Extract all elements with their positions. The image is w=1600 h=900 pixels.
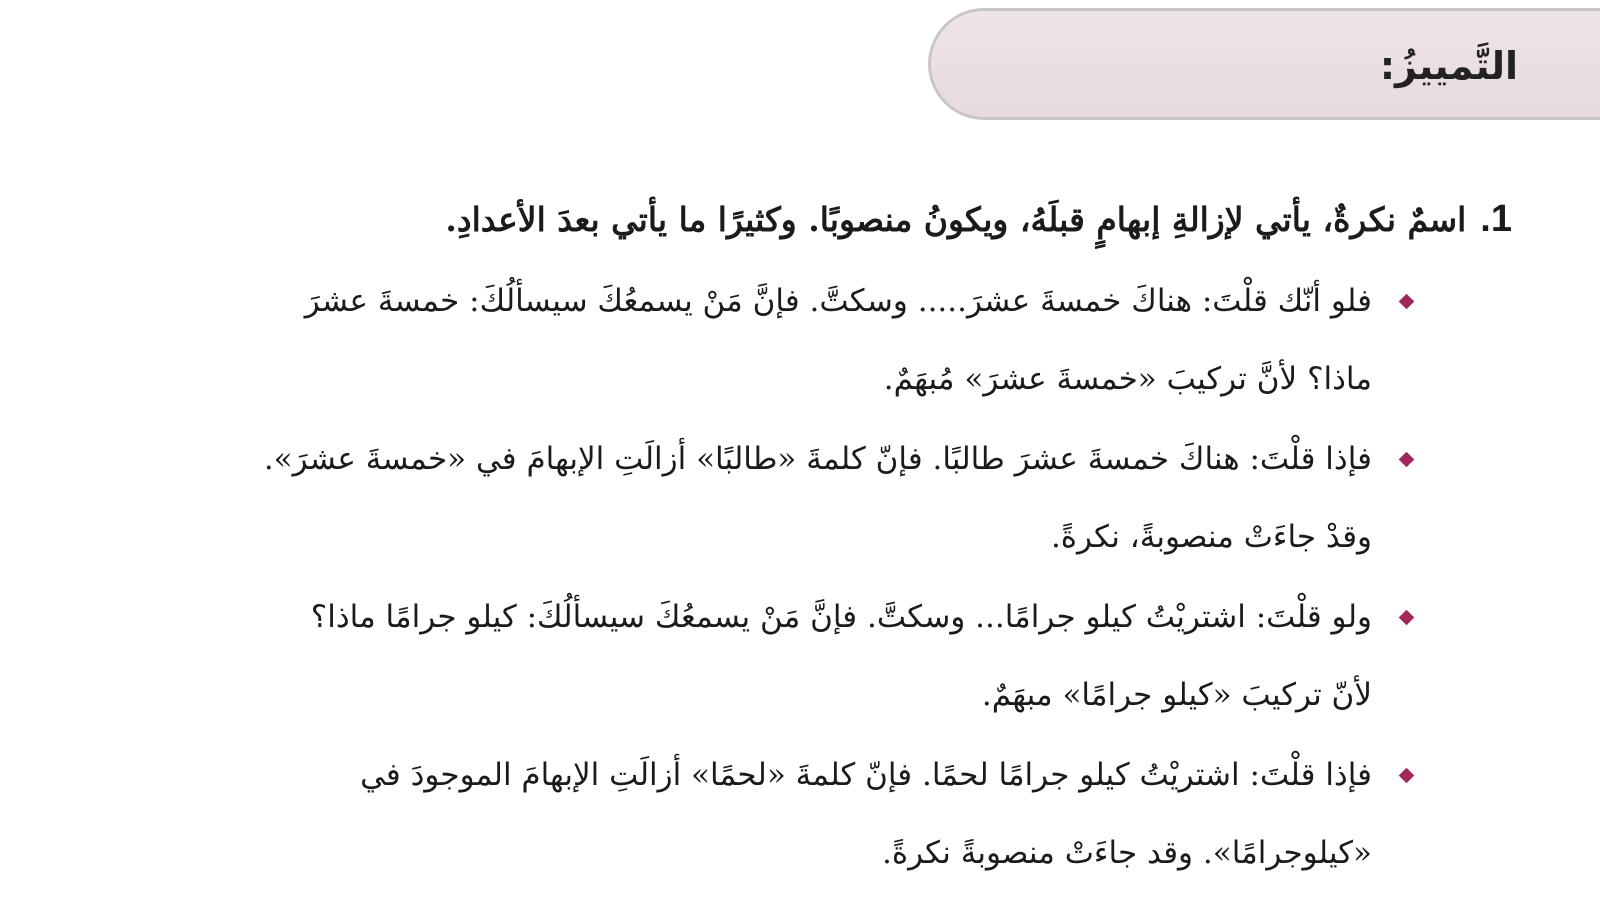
example-line: فإذا قلْتَ: اشتريْتُ كيلو جرامًا لحمًا. فإنّ كلمةَ «لحمًا» أزالَتِ الإبهامَ الموجودَ في — [360, 757, 1372, 793]
section-header-bar — [928, 8, 1600, 120]
rule-definition — [445, 198, 1512, 241]
section-title: التَّمييزُ: — [1379, 44, 1518, 88]
example-line: فإذا قلْتَ: هناكَ خمسةَ عشرَ طالبًا. فإنّ كلمةَ «طالبًا» أزالَتِ الإبهامَ في «خمسةَ عشرَ». — [263, 441, 1372, 477]
diamond-bullet-icon — [1399, 294, 1415, 310]
rule-text: اسمٌ نكرةٌ، يأتي لإزالةِ إبهامٍ قبلَهُ، ويكونُ منصوبًا. وكثيرًا ما يأتي بعدَ الأعدادِ. — [445, 200, 1467, 239]
example-line: ولو قلْتَ: اشتريْتُ كيلو جرامًا... وسكتَّ. فإنَّ مَنْ يسمعُكَ سيسألُكَ: كيلو جرامًا ماذا؟ — [310, 599, 1372, 635]
rule-number: 1. — [1480, 198, 1512, 240]
diamond-bullet-icon — [1399, 610, 1415, 626]
example-line: فلو أنّك قلْتَ: هناكَ خمسةَ عشرَ..... وسكتَّ. فإنَّ مَنْ يسمعُكَ سيسألُكَ: خمسةَ عشرَ — [304, 283, 1372, 319]
example-item — [82, 742, 1372, 900]
diamond-bullet-icon — [1399, 768, 1415, 784]
example-line: «كيلوجرامًا». وقد جاءَتْ منصوبةً نكرةً. — [881, 835, 1372, 871]
example-line: وقدْ جاءَتْ منصوبةً، نكرةً. — [1050, 519, 1372, 555]
example-item — [82, 426, 1372, 584]
example-item — [82, 584, 1372, 742]
example-line: ماذا؟ لأنَّ تركيبَ «خمسةَ عشرَ» مُبهَمٌ. — [883, 361, 1372, 397]
example-line: لأنّ تركيبَ «كيلو جرامًا» مبهَمٌ. — [981, 677, 1372, 713]
example-list — [82, 268, 1372, 900]
example-item — [82, 268, 1372, 426]
diamond-bullet-icon — [1399, 452, 1415, 468]
